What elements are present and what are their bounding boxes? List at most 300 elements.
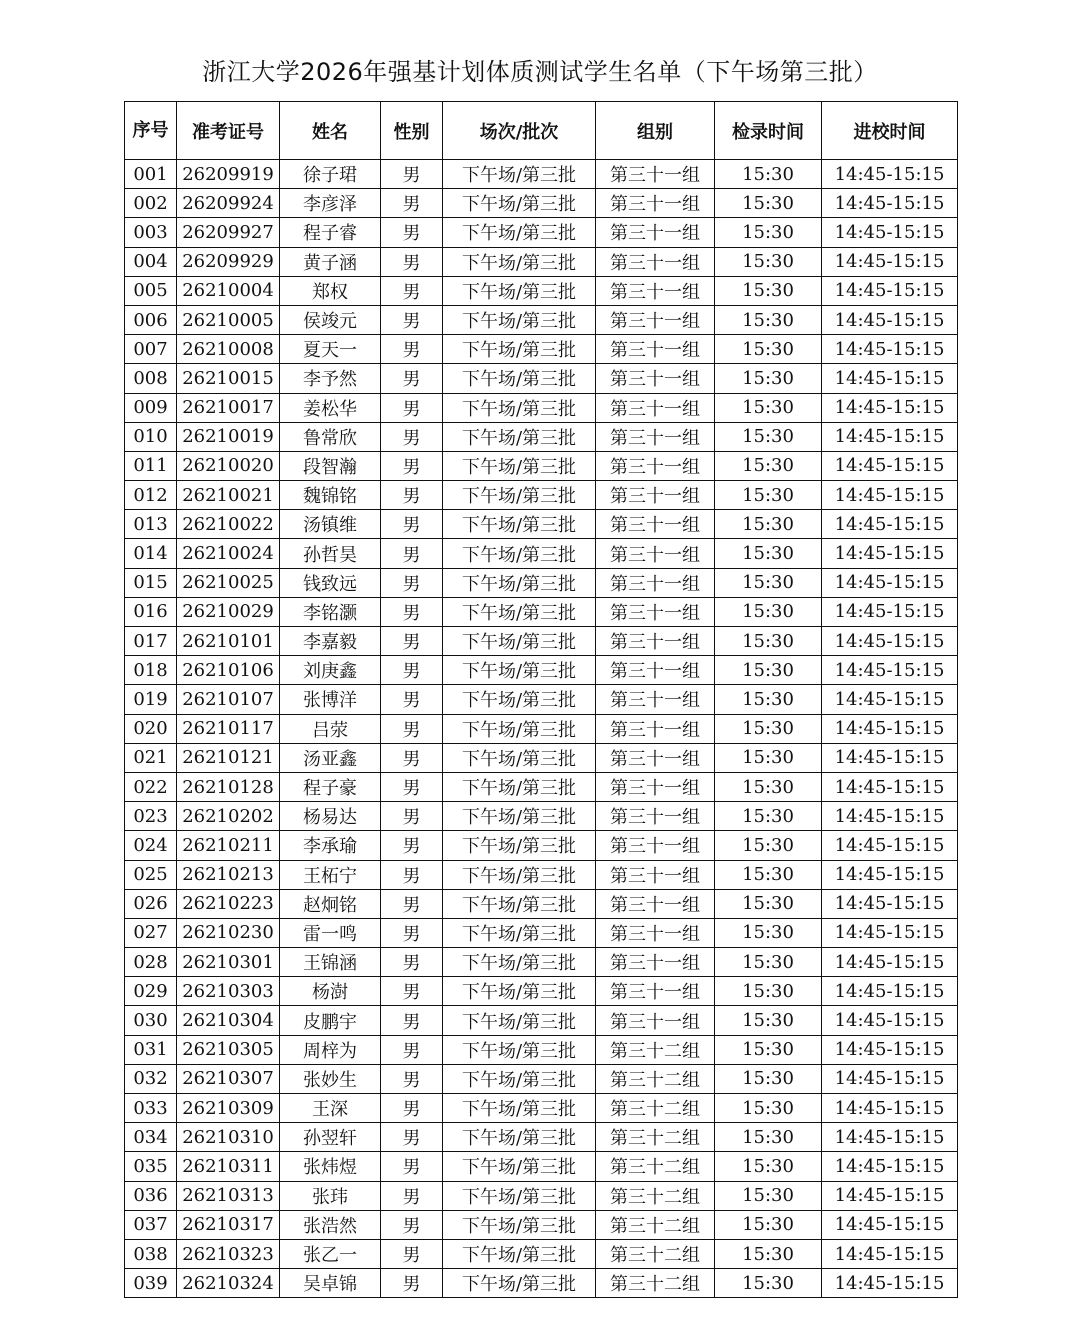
session-batch-cell: 下午场/第三批 (443, 1239, 596, 1268)
gender-cell: 男 (381, 218, 443, 247)
gender-cell: 男 (381, 831, 443, 860)
entry-time-cell: 14:45-15:15 (822, 656, 958, 685)
exam-id-cell: 26210311 (177, 1152, 280, 1181)
table-row (125, 831, 958, 860)
header-entry-time: 进校时间 (822, 102, 958, 160)
session-batch-cell: 下午场/第三批 (443, 539, 596, 568)
checkin-time-cell: 15:30 (715, 1094, 822, 1123)
checkin-time-cell: 15:30 (715, 1123, 822, 1152)
checkin-time-cell: 15:30 (715, 802, 822, 831)
session-batch-cell: 下午场/第三批 (443, 802, 596, 831)
name-cell: 程子睿 (280, 218, 381, 247)
group-cell: 第三十一组 (596, 743, 715, 772)
session-batch-cell: 下午场/第三批 (443, 422, 596, 451)
exam-id-cell: 26210211 (177, 831, 280, 860)
seq-cell: 037 (125, 1210, 177, 1239)
exam-id-cell: 26210313 (177, 1181, 280, 1210)
session-batch-cell: 下午场/第三批 (443, 1094, 596, 1123)
gender-cell: 男 (381, 481, 443, 510)
name-cell: 郑权 (280, 276, 381, 305)
table-row (125, 656, 958, 685)
name-cell: 张妙生 (280, 1064, 381, 1093)
name-cell: 李予然 (280, 364, 381, 393)
seq-cell: 038 (125, 1239, 177, 1268)
gender-cell: 男 (381, 656, 443, 685)
name-cell: 汤亚鑫 (280, 743, 381, 772)
session-batch-cell: 下午场/第三批 (443, 1210, 596, 1239)
group-cell: 第三十一组 (596, 948, 715, 977)
seq-cell: 002 (125, 189, 177, 218)
entry-time-cell: 14:45-15:15 (822, 977, 958, 1006)
entry-time-cell: 14:45-15:15 (822, 1035, 958, 1064)
entry-time-cell: 14:45-15:15 (822, 948, 958, 977)
checkin-time-cell: 15:30 (715, 889, 822, 918)
table-row (125, 1210, 958, 1239)
table-row (125, 1269, 958, 1298)
header-name: 姓名 (280, 102, 381, 160)
gender-cell: 男 (381, 510, 443, 539)
group-cell: 第三十一组 (596, 481, 715, 510)
gender-cell: 男 (381, 772, 443, 801)
exam-id-cell: 26210324 (177, 1269, 280, 1298)
entry-time-cell: 14:45-15:15 (822, 189, 958, 218)
gender-cell: 男 (381, 1210, 443, 1239)
checkin-time-cell: 15:30 (715, 276, 822, 305)
checkin-time-cell: 15:30 (715, 1035, 822, 1064)
seq-cell: 035 (125, 1152, 177, 1181)
session-batch-cell: 下午场/第三批 (443, 889, 596, 918)
student-roster-table (124, 101, 958, 1298)
checkin-time-cell: 15:30 (715, 1269, 822, 1298)
name-cell: 王锦涵 (280, 948, 381, 977)
session-batch-cell: 下午场/第三批 (443, 743, 596, 772)
session-batch-cell: 下午场/第三批 (443, 1035, 596, 1064)
seq-cell: 004 (125, 247, 177, 276)
gender-cell: 男 (381, 364, 443, 393)
seq-cell: 016 (125, 597, 177, 626)
group-cell: 第三十一组 (596, 685, 715, 714)
table-row (125, 743, 958, 772)
seq-cell: 005 (125, 276, 177, 305)
exam-id-cell: 26210128 (177, 772, 280, 801)
gender-cell: 男 (381, 1064, 443, 1093)
session-batch-cell: 下午场/第三批 (443, 335, 596, 364)
exam-id-cell: 26210021 (177, 481, 280, 510)
session-batch-cell: 下午场/第三批 (443, 772, 596, 801)
exam-id-cell: 26210106 (177, 656, 280, 685)
gender-cell: 男 (381, 335, 443, 364)
table-row (125, 160, 958, 189)
group-cell: 第三十二组 (596, 1035, 715, 1064)
exam-id-cell: 26210020 (177, 451, 280, 480)
table-row (125, 305, 958, 334)
name-cell: 姜松华 (280, 393, 381, 422)
session-batch-cell: 下午场/第三批 (443, 364, 596, 393)
table-row (125, 247, 958, 276)
name-cell: 孙哲昊 (280, 539, 381, 568)
table-row (125, 1239, 958, 1268)
exam-id-cell: 26210017 (177, 393, 280, 422)
group-cell: 第三十一组 (596, 364, 715, 393)
session-batch-cell: 下午场/第三批 (443, 189, 596, 218)
exam-id-cell: 26210029 (177, 597, 280, 626)
seq-cell: 014 (125, 539, 177, 568)
gender-cell: 男 (381, 860, 443, 889)
exam-id-cell: 26210117 (177, 714, 280, 743)
session-batch-cell: 下午场/第三批 (443, 1123, 596, 1152)
gender-cell: 男 (381, 743, 443, 772)
group-cell: 第三十二组 (596, 1064, 715, 1093)
header-group: 组别 (596, 102, 715, 160)
checkin-time-cell: 15:30 (715, 422, 822, 451)
gender-cell: 男 (381, 422, 443, 451)
seq-cell: 006 (125, 305, 177, 334)
seq-cell: 039 (125, 1269, 177, 1298)
table-row (125, 1094, 958, 1123)
table-row (125, 335, 958, 364)
name-cell: 魏锦铭 (280, 481, 381, 510)
name-cell: 段智瀚 (280, 451, 381, 480)
session-batch-cell: 下午场/第三批 (443, 656, 596, 685)
gender-cell: 男 (381, 1181, 443, 1210)
checkin-time-cell: 15:30 (715, 656, 822, 685)
session-batch-cell: 下午场/第三批 (443, 568, 596, 597)
group-cell: 第三十一组 (596, 451, 715, 480)
checkin-time-cell: 15:30 (715, 627, 822, 656)
gender-cell: 男 (381, 1035, 443, 1064)
name-cell: 侯竣元 (280, 305, 381, 334)
group-cell: 第三十二组 (596, 1210, 715, 1239)
group-cell: 第三十一组 (596, 393, 715, 422)
entry-time-cell: 14:45-15:15 (822, 1181, 958, 1210)
gender-cell: 男 (381, 568, 443, 597)
name-cell: 吕荥 (280, 714, 381, 743)
checkin-time-cell: 15:30 (715, 772, 822, 801)
group-cell: 第三十一组 (596, 510, 715, 539)
table-row (125, 860, 958, 889)
table-row (125, 1152, 958, 1181)
session-batch-cell: 下午场/第三批 (443, 218, 596, 247)
table-row (125, 481, 958, 510)
gender-cell: 男 (381, 714, 443, 743)
gender-cell: 男 (381, 276, 443, 305)
group-cell: 第三十一组 (596, 772, 715, 801)
name-cell: 李嘉毅 (280, 627, 381, 656)
header-seq: 序号 (125, 102, 177, 160)
entry-time-cell: 14:45-15:15 (822, 743, 958, 772)
name-cell: 夏天一 (280, 335, 381, 364)
exam-id-cell: 26210230 (177, 918, 280, 947)
name-cell: 黄子涵 (280, 247, 381, 276)
table-row (125, 539, 958, 568)
exam-id-cell: 26210107 (177, 685, 280, 714)
gender-cell: 男 (381, 977, 443, 1006)
seq-cell: 009 (125, 393, 177, 422)
gender-cell: 男 (381, 539, 443, 568)
header-session-batch: 场次/批次 (443, 102, 596, 160)
table-row (125, 189, 958, 218)
entry-time-cell: 14:45-15:15 (822, 451, 958, 480)
seq-cell: 019 (125, 685, 177, 714)
entry-time-cell: 14:45-15:15 (822, 1269, 958, 1298)
session-batch-cell: 下午场/第三批 (443, 451, 596, 480)
entry-time-cell: 14:45-15:15 (822, 1094, 958, 1123)
seq-cell: 033 (125, 1094, 177, 1123)
seq-cell: 034 (125, 1123, 177, 1152)
entry-time-cell: 14:45-15:15 (822, 539, 958, 568)
group-cell: 第三十一组 (596, 918, 715, 947)
group-cell: 第三十二组 (596, 1269, 715, 1298)
table-row (125, 977, 958, 1006)
table-row (125, 772, 958, 801)
seq-cell: 032 (125, 1064, 177, 1093)
table-row (125, 1035, 958, 1064)
group-cell: 第三十一组 (596, 889, 715, 918)
group-cell: 第三十一组 (596, 305, 715, 334)
name-cell: 赵炯铭 (280, 889, 381, 918)
session-batch-cell: 下午场/第三批 (443, 1269, 596, 1298)
session-batch-cell: 下午场/第三批 (443, 1152, 596, 1181)
seq-cell: 031 (125, 1035, 177, 1064)
checkin-time-cell: 15:30 (715, 160, 822, 189)
checkin-time-cell: 15:30 (715, 481, 822, 510)
seq-cell: 015 (125, 568, 177, 597)
entry-time-cell: 14:45-15:15 (822, 568, 958, 597)
seq-cell: 022 (125, 772, 177, 801)
name-cell: 钱致远 (280, 568, 381, 597)
session-batch-cell: 下午场/第三批 (443, 1064, 596, 1093)
exam-id-cell: 26210019 (177, 422, 280, 451)
exam-id-cell: 26210101 (177, 627, 280, 656)
seq-cell: 027 (125, 918, 177, 947)
name-cell: 孙翌轩 (280, 1123, 381, 1152)
session-batch-cell: 下午场/第三批 (443, 918, 596, 947)
exam-id-cell: 26210121 (177, 743, 280, 772)
exam-id-cell: 26210213 (177, 860, 280, 889)
group-cell: 第三十一组 (596, 247, 715, 276)
table-row (125, 568, 958, 597)
seq-cell: 010 (125, 422, 177, 451)
checkin-time-cell: 15:30 (715, 539, 822, 568)
group-cell: 第三十一组 (596, 627, 715, 656)
exam-id-cell: 26209919 (177, 160, 280, 189)
entry-time-cell: 14:45-15:15 (822, 276, 958, 305)
session-batch-cell: 下午场/第三批 (443, 685, 596, 714)
session-batch-cell: 下午场/第三批 (443, 714, 596, 743)
checkin-time-cell: 15:30 (715, 305, 822, 334)
gender-cell: 男 (381, 1094, 443, 1123)
exam-id-cell: 26210022 (177, 510, 280, 539)
table-row (125, 889, 958, 918)
checkin-time-cell: 15:30 (715, 977, 822, 1006)
seq-cell: 021 (125, 743, 177, 772)
checkin-time-cell: 15:30 (715, 335, 822, 364)
checkin-time-cell: 15:30 (715, 189, 822, 218)
exam-id-cell: 26210317 (177, 1210, 280, 1239)
entry-time-cell: 14:45-15:15 (822, 422, 958, 451)
gender-cell: 男 (381, 948, 443, 977)
gender-cell: 男 (381, 160, 443, 189)
group-cell: 第三十一组 (596, 189, 715, 218)
group-cell: 第三十一组 (596, 568, 715, 597)
gender-cell: 男 (381, 889, 443, 918)
header-exam-id: 准考证号 (177, 102, 280, 160)
entry-time-cell: 14:45-15:15 (822, 218, 958, 247)
checkin-time-cell: 15:30 (715, 714, 822, 743)
table-row (125, 276, 958, 305)
exam-id-cell: 26210025 (177, 568, 280, 597)
entry-time-cell: 14:45-15:15 (822, 247, 958, 276)
exam-id-cell: 26210015 (177, 364, 280, 393)
checkin-time-cell: 15:30 (715, 1181, 822, 1210)
table-row (125, 218, 958, 247)
name-cell: 张博洋 (280, 685, 381, 714)
gender-cell: 男 (381, 1269, 443, 1298)
session-batch-cell: 下午场/第三批 (443, 481, 596, 510)
checkin-time-cell: 15:30 (715, 1152, 822, 1181)
name-cell: 皮鹏宇 (280, 1006, 381, 1035)
entry-time-cell: 14:45-15:15 (822, 802, 958, 831)
name-cell: 杨易达 (280, 802, 381, 831)
seq-cell: 017 (125, 627, 177, 656)
exam-id-cell: 26210323 (177, 1239, 280, 1268)
seq-cell: 003 (125, 218, 177, 247)
table-row (125, 918, 958, 947)
name-cell: 鲁常欣 (280, 422, 381, 451)
table-header-row (125, 102, 958, 160)
exam-id-cell: 26210202 (177, 802, 280, 831)
name-cell: 李铭灏 (280, 597, 381, 626)
group-cell: 第三十一组 (596, 977, 715, 1006)
seq-cell: 020 (125, 714, 177, 743)
seq-cell: 018 (125, 656, 177, 685)
table-row (125, 510, 958, 539)
entry-time-cell: 14:45-15:15 (822, 481, 958, 510)
checkin-time-cell: 15:30 (715, 393, 822, 422)
table-row (125, 393, 958, 422)
group-cell: 第三十一组 (596, 422, 715, 451)
name-cell: 雷一鸣 (280, 918, 381, 947)
exam-id-cell: 26210307 (177, 1064, 280, 1093)
header-gender: 性别 (381, 102, 443, 160)
session-batch-cell: 下午场/第三批 (443, 247, 596, 276)
name-cell: 王深 (280, 1094, 381, 1123)
group-cell: 第三十一组 (596, 860, 715, 889)
group-cell: 第三十二组 (596, 1181, 715, 1210)
gender-cell: 男 (381, 1006, 443, 1035)
seq-cell: 028 (125, 948, 177, 977)
entry-time-cell: 14:45-15:15 (822, 627, 958, 656)
exam-id-cell: 26210310 (177, 1123, 280, 1152)
gender-cell: 男 (381, 1239, 443, 1268)
seq-cell: 007 (125, 335, 177, 364)
header-checkin-time: 检录时间 (715, 102, 822, 160)
name-cell: 吴卓锦 (280, 1269, 381, 1298)
group-cell: 第三十二组 (596, 1239, 715, 1268)
seq-cell: 013 (125, 510, 177, 539)
name-cell: 杨澍 (280, 977, 381, 1006)
session-batch-cell: 下午场/第三批 (443, 948, 596, 977)
name-cell: 刘庚鑫 (280, 656, 381, 685)
name-cell: 张浩然 (280, 1210, 381, 1239)
table-row (125, 627, 958, 656)
name-cell: 张炜煜 (280, 1152, 381, 1181)
entry-time-cell: 14:45-15:15 (822, 1152, 958, 1181)
session-batch-cell: 下午场/第三批 (443, 977, 596, 1006)
exam-id-cell: 26210304 (177, 1006, 280, 1035)
group-cell: 第三十二组 (596, 1152, 715, 1181)
group-cell: 第三十二组 (596, 1123, 715, 1152)
exam-id-cell: 26210305 (177, 1035, 280, 1064)
group-cell: 第三十一组 (596, 802, 715, 831)
gender-cell: 男 (381, 305, 443, 334)
entry-time-cell: 14:45-15:15 (822, 597, 958, 626)
checkin-time-cell: 15:30 (715, 1210, 822, 1239)
table-row (125, 802, 958, 831)
gender-cell: 男 (381, 393, 443, 422)
seq-cell: 025 (125, 860, 177, 889)
entry-time-cell: 14:45-15:15 (822, 1123, 958, 1152)
table-row (125, 1064, 958, 1093)
group-cell: 第三十一组 (596, 714, 715, 743)
seq-cell: 030 (125, 1006, 177, 1035)
group-cell: 第三十一组 (596, 276, 715, 305)
group-cell: 第三十一组 (596, 1006, 715, 1035)
name-cell: 徐子珺 (280, 160, 381, 189)
gender-cell: 男 (381, 627, 443, 656)
session-batch-cell: 下午场/第三批 (443, 1006, 596, 1035)
entry-time-cell: 14:45-15:15 (822, 714, 958, 743)
group-cell: 第三十一组 (596, 539, 715, 568)
table-row (125, 1181, 958, 1210)
name-cell: 李承瑜 (280, 831, 381, 860)
seq-cell: 036 (125, 1181, 177, 1210)
page-title: 浙江大学2026年强基计划体质测试学生名单（下午场第三批） (202, 58, 878, 86)
checkin-time-cell: 15:30 (715, 364, 822, 393)
table-row (125, 714, 958, 743)
table-row (125, 597, 958, 626)
name-cell: 王柘宁 (280, 860, 381, 889)
exam-id-cell: 26210005 (177, 305, 280, 334)
gender-cell: 男 (381, 918, 443, 947)
session-batch-cell: 下午场/第三批 (443, 1181, 596, 1210)
session-batch-cell: 下午场/第三批 (443, 831, 596, 860)
checkin-time-cell: 15:30 (715, 218, 822, 247)
entry-time-cell: 14:45-15:15 (822, 305, 958, 334)
group-cell: 第三十一组 (596, 335, 715, 364)
seq-cell: 008 (125, 364, 177, 393)
session-batch-cell: 下午场/第三批 (443, 597, 596, 626)
group-cell: 第三十一组 (596, 831, 715, 860)
entry-time-cell: 14:45-15:15 (822, 335, 958, 364)
table-body (125, 160, 958, 1298)
table-row (125, 451, 958, 480)
name-cell: 张乙一 (280, 1239, 381, 1268)
name-cell: 张玮 (280, 1181, 381, 1210)
entry-time-cell: 14:45-15:15 (822, 1210, 958, 1239)
entry-time-cell: 14:45-15:15 (822, 889, 958, 918)
entry-time-cell: 14:45-15:15 (822, 510, 958, 539)
checkin-time-cell: 15:30 (715, 948, 822, 977)
checkin-time-cell: 15:30 (715, 510, 822, 539)
seq-cell: 023 (125, 802, 177, 831)
checkin-time-cell: 15:30 (715, 451, 822, 480)
exam-id-cell: 26210309 (177, 1094, 280, 1123)
entry-time-cell: 14:45-15:15 (822, 918, 958, 947)
entry-time-cell: 14:45-15:15 (822, 1239, 958, 1268)
exam-id-cell: 26209929 (177, 247, 280, 276)
exam-id-cell: 26210008 (177, 335, 280, 364)
